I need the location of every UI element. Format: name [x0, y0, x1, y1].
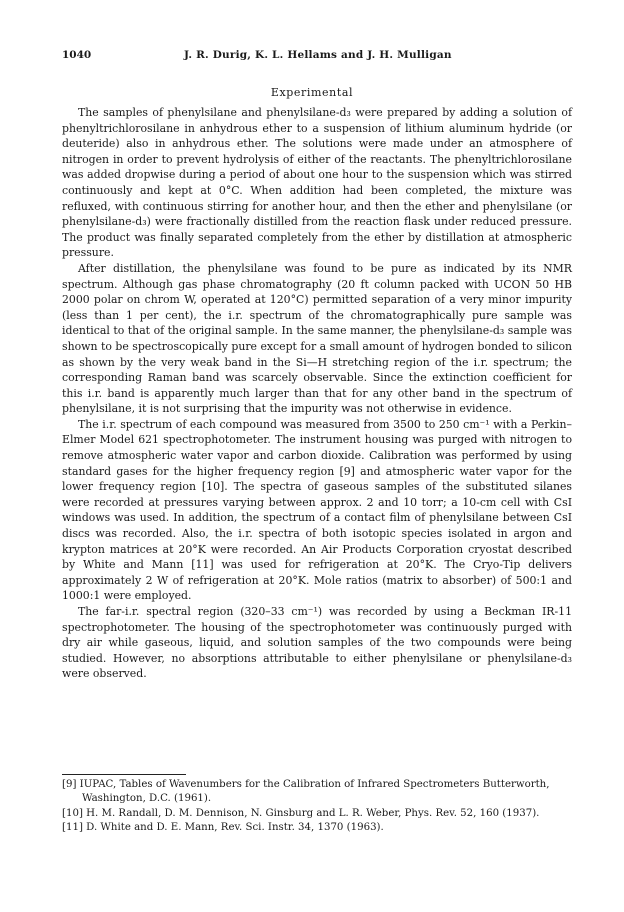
reference-item: [10] H. M. Randall, D. M. Dennison, N. Ginsburg and L. R. Weber, Phys. Rev. 52, 160 (1937).	[62, 807, 540, 819]
reference-list	[62, 778, 572, 836]
running-title: J. R. Durig, K. L. Hellams and J. H. Mulligan	[184, 49, 452, 61]
body-text	[62, 105, 572, 682]
section-heading: Experimental	[270, 86, 354, 99]
reference-item: [11] D. White and D. E. Mann, Rev. Sci. Instr. 34, 1370 (1963).	[62, 822, 384, 834]
running-header	[62, 49, 570, 65]
paragraph: The i.r. spectrum of each compound was measured from 3500 to 250 cm⁻¹ with a Perkin–Elmer Model 621 spectrophotometer. The instrument housing was purged with nitrogen to remove atmospheric water vapor and carbon dioxide. Calibration was performed by using standard gases for the higher frequency region [9] and atmospheric water vapor for the lower frequency region [10]. The spectra of gaseous samples of the substituted silanes were recorded at pressures varying between approx. 2 and 10 torr; a 10-cm cell with CsI windows was used. In addition, the spectrum of a contact film of phenylsilane between CsI discs was recorded. Also, the i.r. spectra of both isotopic species isolated in argon and krypton matrices at 20°K were recorded. An Air Products Corporation cryostat described by White and Mann [11] was used for refrigeration at 20°K. The Cryo-Tip delivers approximately 2 W of refrigeration at 20°K. Mole ratios (matrix to absorber) of 500:1 and 1000:1 were employed.	[62, 417, 572, 603]
paragraph: After distillation, the phenylsilane was found to be pure as indicated by its NMR spectrum. Although gas phase chromatography (20 ft column packed with UCON 50 HB 2000 polar on chrom W, operated at 120°C) permitted separation of a very minor impurity (less than 1 per cent), the i.r. spectrum of the chromatographically pure sample was identical to that of the original sample. In the same manner, the phenylsilane-d₃ sample was shown to be spectroscopically pure except for a small amount of hydrogen bonded to silicon as shown by the very weak band in the Si—H stretching region of the i.r. spectrum; the corresponding Raman band was scarcely observable. Since the extinction coefficient for this i.r. band is apparently much larger than that for any other band in the spectrum of phenylsilane, it is not surprising that the impurity was not otherwise in evidence.	[62, 261, 573, 416]
paragraph: The far-i.r. spectral region (320–33 cm⁻¹) was recorded by using a Beckman IR-11 spectrophotometer. The housing of the spectrophotometer was continuously purged with dry air while gaseous, liquid, and solution samples of the two compounds were being studied. However, no absorptions attributable to either phenylsilane or phenylsilane-d₃ were observed.	[62, 605, 572, 681]
reference-item: [9] IUPAC, Tables of Wavenumbers for the Calibration of Infrared Spectrometers Butterworth, Washington, D.C. (1961).	[62, 779, 550, 805]
paragraph: The samples of phenylsilane and phenylsilane-d₃ were prepared by adding a solution of phenyltrichlorosilane in anhydrous ether to a suspension of lithium aluminum hydride (or deuteride) also in anhydrous ether. The solutions were made under an atmosphere of nitrogen in order to prevent hydrolysis of either of the reactants. The phenyltrichlorosilane was added dropwise during a period of about one hour to the suspension which was stirred continuously and kept at 0°C. When addition had been completed, the mixture was refluxed, with continuous stirring for another hour, and then the ether and phenylsilane (or phenylsilane-d₃) were fractionally distilled from the reaction flask under reduced pressure. The product was finally separated completely from the ether by distillation at atmospheric pressure.	[62, 106, 572, 260]
page-number: 1040	[62, 49, 92, 61]
footnote-divider	[62, 774, 186, 775]
